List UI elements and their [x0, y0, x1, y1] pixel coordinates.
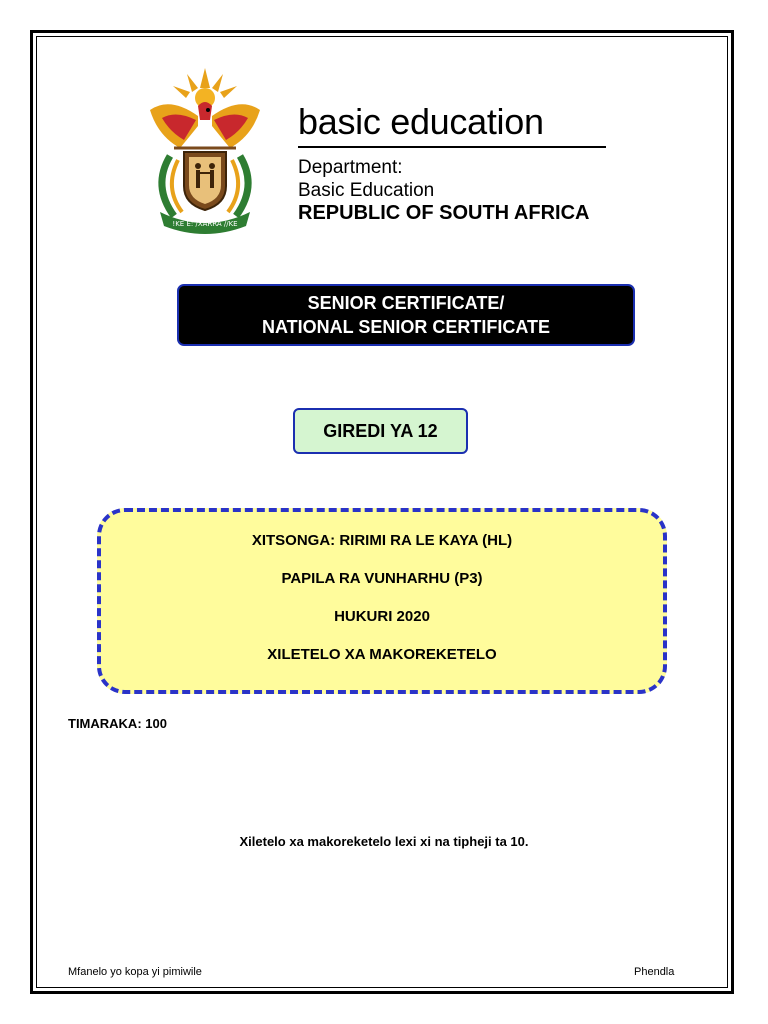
coat-of-arms-icon [140, 66, 270, 234]
grade-label: GIREDI YA 12 [323, 420, 438, 441]
copyright-notice: Mfanelo yo kopa yi pimiwile [68, 966, 202, 978]
paper-title: PAPILA RA VUNHARHU (P3) [281, 570, 483, 587]
department-label: Department: [298, 157, 403, 178]
certificate-line-2: NATIONAL SENIOR CERTIFICATE [262, 317, 550, 337]
subject-title: XITSONGA: RIRIMI RA LE KAYA (HL) [251, 532, 513, 549]
department-name: Basic Education [298, 180, 435, 201]
page-count-note: Xiletelo xa makoreketelo lexi xi na tipheji ta 10. [239, 834, 529, 849]
grade-badge [293, 408, 468, 454]
brand-title: basic education [298, 101, 544, 142]
certificate-banner [177, 284, 635, 346]
document-type: XILETELO XA MAKOREKETELO [267, 646, 497, 663]
certificate-line-1: SENIOR CERTIFICATE/ [307, 293, 505, 313]
turn-over-note: Phendla [634, 966, 675, 978]
country-name: REPUBLIC OF SOUTH AFRICA [298, 202, 590, 224]
brand-divider [298, 146, 606, 148]
subject-panel [97, 508, 667, 694]
crest-motto: !KE E: /XARRA //KE [172, 220, 238, 228]
exam-session: HUKURI 2020 [334, 608, 430, 625]
department-brand [298, 100, 608, 225]
total-marks: TIMARAKA: 100 [68, 716, 167, 731]
